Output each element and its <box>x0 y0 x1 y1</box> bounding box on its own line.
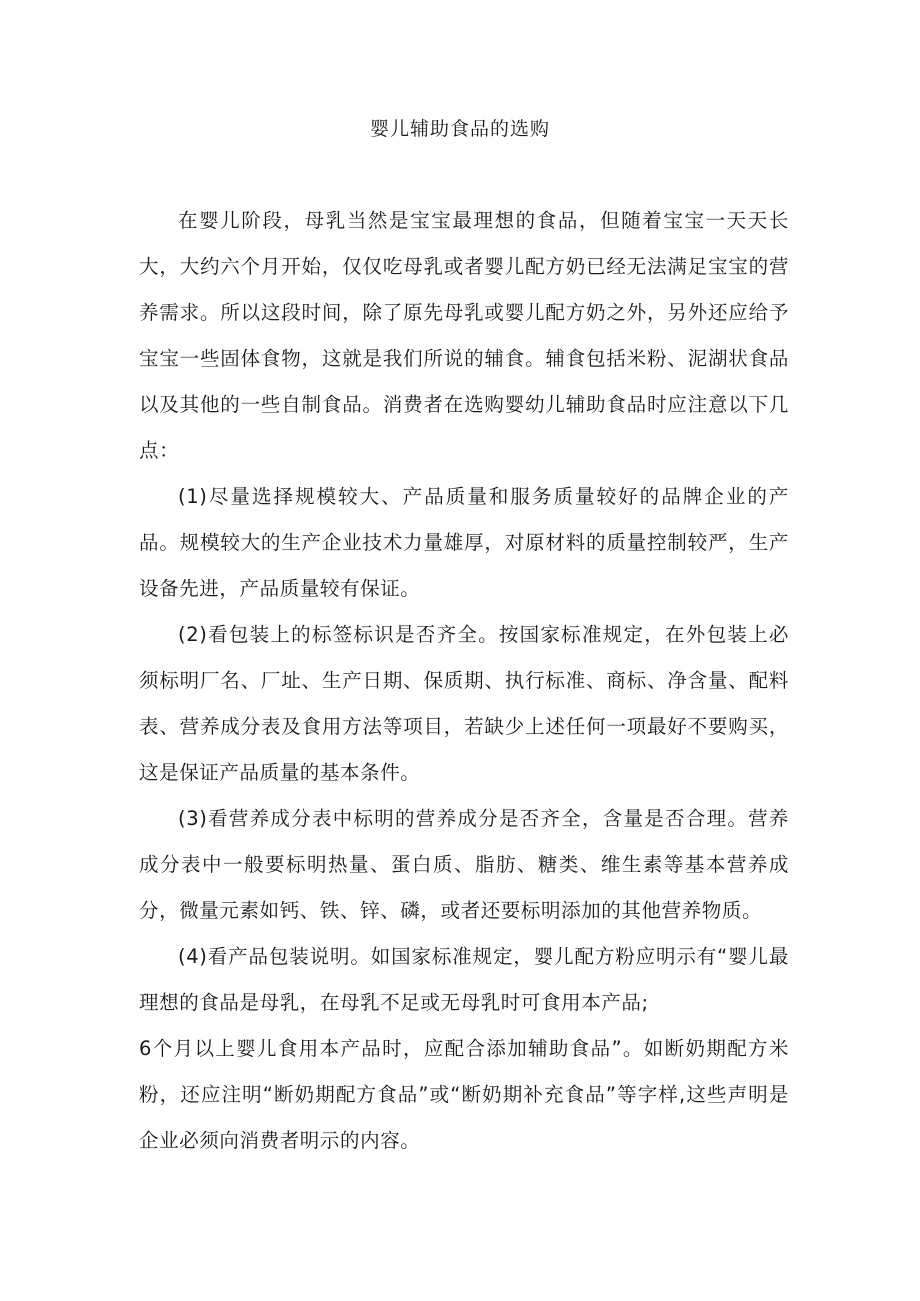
point-4-paragraph: (4)看产品包装说明。如国家标准规定，婴儿配方粉应明示有“婴儿最理想的食品是母乳，在母乳不足或无母乳时可食用本产品; <box>139 945 789 1014</box>
point-4-continuation-paragraph: 6个月以上婴儿食用本产品时，应配合添加辅助食品”。如断奶期配方米粉，还应注明“断奶期配方食品”或“断奶期补充食品”等字样,这些声明是企业必须向消费者明示的内容。 <box>139 1037 789 1152</box>
document-body <box>139 198 789 1164</box>
intro-paragraph: 在婴儿阶段，母乳当然是宝宝最理想的食品，但随着宝宝一天天长大，大约六个月开始，仅仅吃母乳或者婴儿配方奶已经无法满足宝宝的营养需求。所以这段时间，除了原先母乳或婴儿配方奶之外，另外还应给予宝宝一些固体食物，这就是我们所说的辅食。辅食包括米粉、泥湖状食品以及其他的一些自制食品。消费者在选购婴幼儿辅助食品时应注意以下几点： <box>139 209 789 462</box>
document-title: 婴儿辅助食品的选购 <box>369 118 550 140</box>
point-2-paragraph: (2)看包装上的标签标识是否齐全。按国家标准规定，在外包装上必须标明厂名、厂址、生产日期、保质期、执行标准、商标、净含量、配料表、营养成分表及食用方法等项目，若缺少上述任何一项最好不要购买，这是保证产品质量的基本条件。 <box>139 623 789 784</box>
point-1-paragraph: (1)尽量选择规模较大、产品质量和服务质量较好的品牌企业的产品。规模较大的生产企业技术力量雄厚，对原材料的质量控制较严，生产设备先进，产品质量较有保证。 <box>139 485 789 600</box>
point-3-paragraph: (3)看营养成分表中标明的营养成分是否齐全，含量是否合理。营养成分表中一般要标明热量、蛋白质、脂肪、糖类、维生素等基本营养成分，微量元素如钙、铁、锌、磷，或者还要标明添加的其他营养物质。 <box>139 807 789 922</box>
